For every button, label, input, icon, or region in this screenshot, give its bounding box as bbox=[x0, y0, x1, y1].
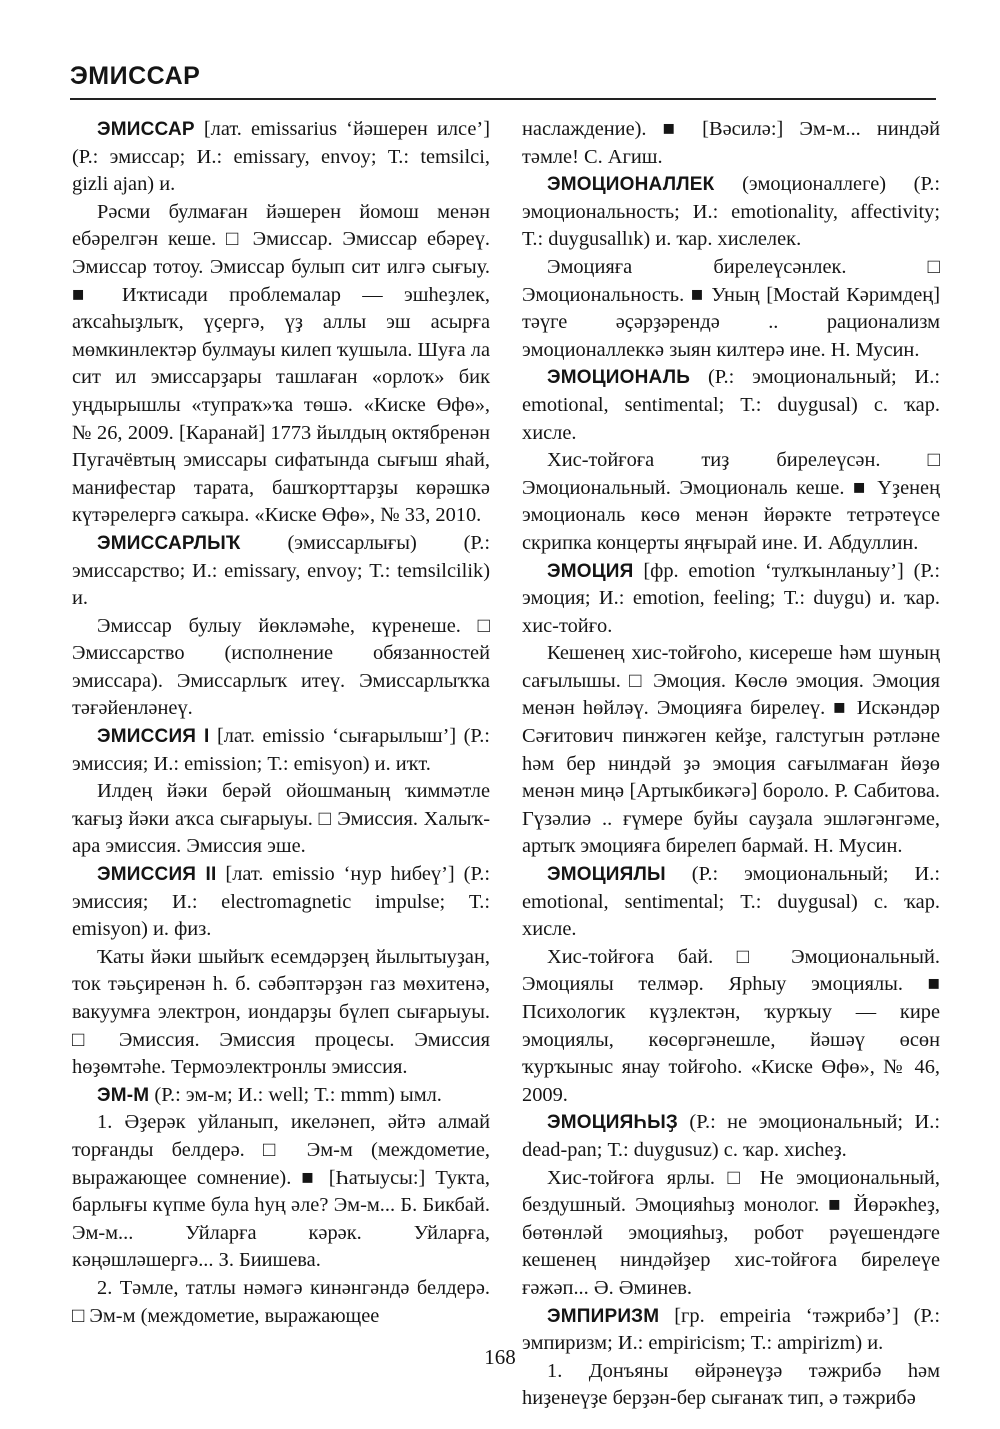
headword: ЭМОЦИЯҺЫҘ bbox=[547, 1112, 678, 1134]
entry-definition: Эмоцияға бирелеүсәнлек. □ Эмоциональность. ■ Уның [Мостай Кәримдең] тәүге әҫәрҙәрендә .. рационализм эмоционаллеккә зыян килтерә ине. Н. Мусин. bbox=[522, 255, 940, 361]
page-number: 168 bbox=[484, 1345, 516, 1369]
entry-sense: 1. Әҙерәк уйланып, икеләнеп, әйтә алмай торғанды белдерә. □ Эм-м (междометие, выражающее сомнение). ■ [Һатыусы:] Тукта, барлығы күпме була һуң әле? Эм-м... Б. Бикбай. Эм-м... Уйларға кәрәк. Уйларға, кәңәшләшергә... З. Биишева. bbox=[72, 1111, 490, 1272]
entry-definition: Кешенең хис-тойғоһо, кисереше һәм шуның сағылышы. □ Эмоция. Көслө эмоция. Эмоция менән һөйләү. Эмоцияға бирелеү. ■ Искәндәр Сәғитович пинжәген кейҙе, галстугын рәтләне һәм бер ниндәй ҙә эмоция сағылмаған йөҙө менән миңә [Артыкбикәгә] бороло. Р. Сабитова. Гүзәлиә .. ғүмере буйы сауҙала эшләгәнгәме, артыҡ эмоцияға бирелеп бармай. Н. Мусин. bbox=[522, 642, 940, 858]
entry-definition: Хис-тойғоға бай. □ Эмоциональный. Эмоциялы телмәр. Ярһыу эмоциялы. ■ Психологик күҙлектән, ҡурҡыу — кире эмоциялы, көсөргәнешле, йәшәү өсөн ҡурҡыныс янау тойғоһо. «Киске Өфө», № 46, 2009. bbox=[522, 945, 940, 1106]
entry-emissar bbox=[72, 116, 490, 199]
left-column bbox=[72, 116, 490, 1330]
headword: ЭМОЦИОНАЛЬ bbox=[547, 367, 691, 389]
entry-emociyahyz bbox=[522, 1109, 940, 1164]
entry-etymology: [фр. emotion ‘тулҡынланыу’] (Р.: эмоция; И.: emotion, feeling; Т.: duygu) и. ҡар. хис-тойғо. bbox=[522, 559, 940, 637]
entry-emociya bbox=[522, 558, 940, 641]
entry-definition: Ҡаты йәки шыйыҡ есемдәрҙең йылытыуҙан, ток тәьҫиренән һ. б. сәбәптәрҙән газ мөхитенә, вакуумға электрон, иондарҙы бүлеп сығарыуы. □ Эмиссия. Эмиссия процесы. Эмиссия һөҙөмтәһе. Термоэлектронлы эмиссия. bbox=[72, 945, 490, 1079]
headword: ЭМОЦИЯЛЫ bbox=[547, 864, 666, 886]
running-head: ЭМИССАР bbox=[70, 62, 201, 90]
entry-etymology: [лат. emissio ‘сығарылыш’] (Р.: эмиссия; И.: emission; Т.: emisyon) и. иҡт. bbox=[72, 725, 490, 775]
entry-etymology: (Р.: эмоциональный; И.: emotional, sentimental; Т.: duygusal) с. ҡар. хисле. bbox=[522, 863, 940, 941]
headword: ЭМИССАРЛЫҠ bbox=[97, 532, 241, 554]
entry-etymology: (эмиссарлығы) (Р.: эмиссарство; И.: emissary, envoy; Т.: temsilcilik) и. bbox=[72, 531, 490, 610]
entry-em-m bbox=[72, 1082, 490, 1110]
entry-etymology: (Р.: эмоциональный; И.: emotional, sentimental; Т.: duygusal) с. ҡар. хисле. bbox=[522, 366, 940, 444]
entry-sense: 2. Тәмле, татлы нәмәгә кинәнгәндә белдерә. □ Эм-м (междометие, выражающее bbox=[72, 1276, 490, 1327]
entry-definition: Илдең йәки берәй ойошманың ҡиммәтле ҡағыҙ йәки аҡса сығарыуы. □ Эмиссия. Халыҡ-ара эмиссия. Эмиссия эше. bbox=[72, 780, 490, 858]
headword: ЭМИССИЯ I bbox=[97, 726, 210, 748]
entry-etymology: (эмоционаллеге) (Р.: эмоциональность; И.: emotionality, affectivity; Т.: duygusallık) и. ҡар. хислелек. bbox=[522, 173, 940, 251]
entry-definition: Хис-тойғоға тиҙ бирелеүсән. □ Эмоциональный. Эмоциональ кеше. ■ Үҙенең эмоциональ көсө менән йөрәкте тетрәтеүсе скрипка концерты яңғырай ине. И. Абдуллин. bbox=[522, 449, 940, 554]
entry-etymology: (Р.: не эмоциональный; И.: dead-pan; Т.: duygusuz) с. ҡар. хисһеҙ. bbox=[522, 1111, 940, 1161]
headword: ЭМОЦИОНАЛЛЕК bbox=[547, 174, 715, 196]
entry-emissiya-2 bbox=[72, 861, 490, 944]
entry-etymology: [гр. empeiria ‘тәжрибә’] (Р.: эмпиризм; И.: empiricism; Т.: ampirizm) и. bbox=[522, 1304, 940, 1355]
entry-definition: Рәсми булмаған йәшерен йомош менән ебәрелгән кеше. □ Эмиссар. Эмиссар ебәреү. Эмиссар тотоу. Эмиссар булып сит илгә сығыу. ■ Иҡтисади проблемалар — эшһеҙлек, аҡсаһыҙлыҡ, үҫергә, үҙ аллы эш асырға мөмкинлектәр булмауы килеп ҡушыла. Шуға ла сит ил эмиссарҙары ташлаған «орлоҡ» бик уңдырышлы «тупраҡ»ҡа төшә. «Киске Өфө», № 26, 2009. [Каранай] 1773 йылдың октябренән Пугачёвтың эмиссары сифатында сығыш яһай, манифестар тарата, башҡорттарҙы көрәшкә күтәрелергә саҡыра. «Киске Өфө», № 33, 2010. bbox=[72, 200, 490, 527]
headword: ЭМИССАР bbox=[97, 119, 195, 140]
entry-emocional bbox=[522, 364, 940, 447]
headword: ЭМ-М bbox=[97, 1084, 150, 1106]
headword: ЭМОЦИЯ bbox=[547, 560, 634, 582]
entry-emocionallek bbox=[522, 171, 940, 254]
entry-sense: 1. Донъяны өйрәнеүҙә тәжрибә һәм һиҙенеүҙе берҙән-бер сығанаҡ тип, ә тәжрибә bbox=[522, 1359, 940, 1410]
headword: ЭМИССИЯ II bbox=[97, 864, 217, 886]
entry-continuation: наслаждение). ■ [Вәсилә:] Эм-м... ниндәй тәмле! С. Агиш. bbox=[522, 118, 940, 168]
entry-etymology: [лат. emissarius ‘йәшерен илсе’] (Р.: эмиссар; И.: emissary, envoy; Т.: temsilci, gizli ajan) и. bbox=[72, 118, 490, 196]
entry-definition: Эмиссар булыу йөкләмәһе, күренеше. □ Эмиссарство (исполнение обязанностей эмиссара). Эмиссарлыҡ итеү. Эмиссарлыҡҡа тәғәйенләнеү. bbox=[72, 614, 490, 720]
entry-emissarlyk bbox=[72, 530, 490, 613]
entry-emociyaly bbox=[522, 861, 940, 944]
headword: ЭМПИРИЗМ bbox=[547, 1305, 660, 1327]
entry-etymology: [лат. emissio ‘нур һибеү’] (Р.: эмиссия; И.: electromagnetic impulse; Т.: emisyon) и. физ. bbox=[72, 863, 490, 941]
right-column bbox=[522, 116, 940, 1413]
header-rule bbox=[70, 98, 936, 100]
entry-emissiya-1 bbox=[72, 723, 490, 778]
entry-etymology: (Р.: эм-м; И.: well; Т.: mmm) ымл. bbox=[154, 1083, 442, 1106]
entry-definition: Хис-тойғоға ярлы. □ Не эмоциональный, бездушный. Эмоцияһыҙ монолог. ■ Йөрәкһеҙ, бөтөнләй эмоцияһыҙ, робот рәүешендәге кешенең ниндәйҙер хис-тойғоға бирелеүе ғәжәп... Ә. Әминев. bbox=[522, 1166, 940, 1299]
